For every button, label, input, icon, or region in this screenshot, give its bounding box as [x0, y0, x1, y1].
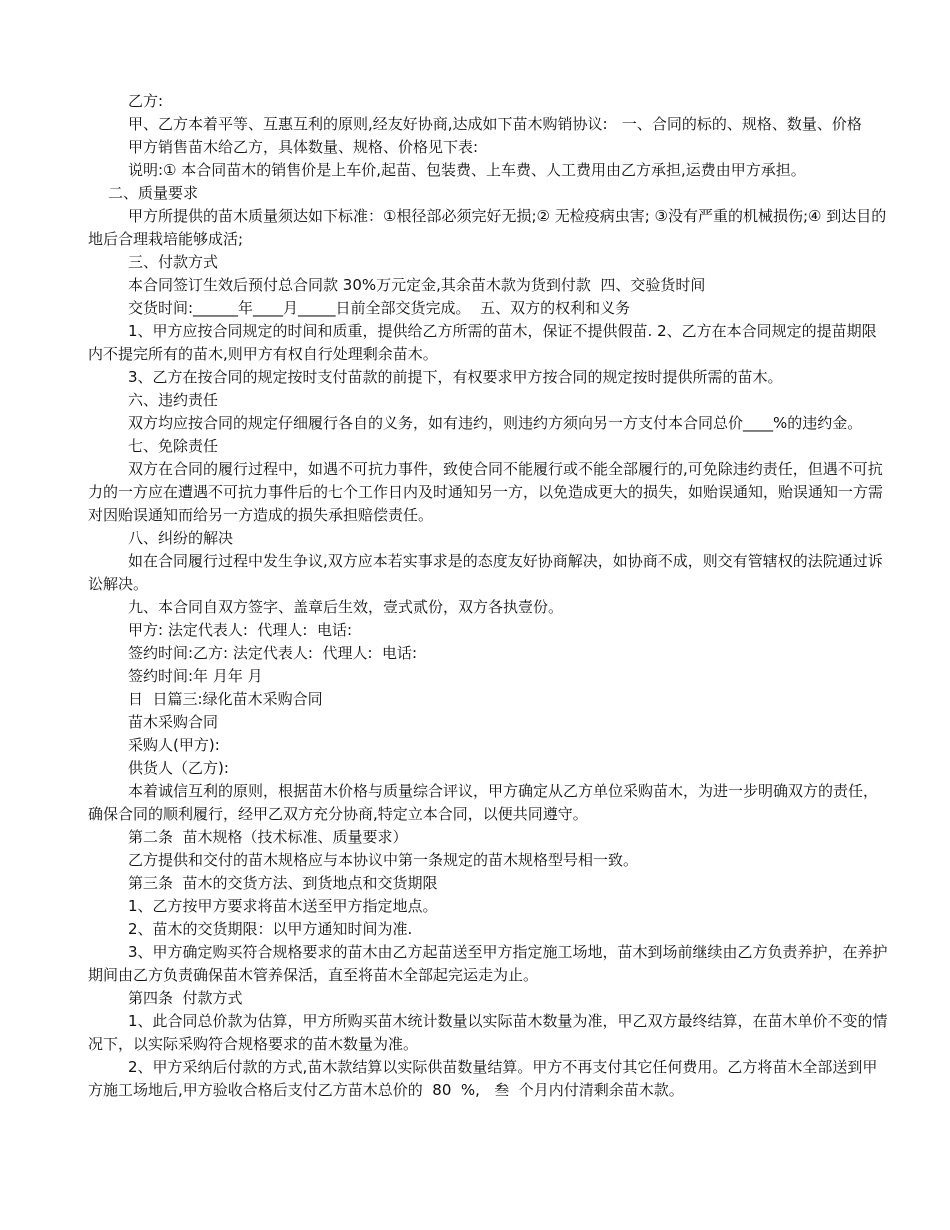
document-paragraph: 第四条 付款方式	[128, 989, 243, 1007]
document-paragraph: 七、免除责任	[128, 437, 219, 455]
document-paragraph: 第三条 苗木的交货方法、到货地点和交货期限	[128, 874, 438, 892]
document-paragraph: 供货人（乙方):	[128, 759, 229, 777]
document-paragraph: 甲方: 法定代表人: 代理人: 电话:	[128, 621, 353, 639]
document-paragraph: 六、违约责任	[128, 391, 219, 409]
document-paragraph: 交货时间:______年____月_____日前全部交货完成。 五、双方的权利和义务	[128, 299, 631, 317]
document-paragraph: 2、苗木的交货期限：以甲方通知时间为准.	[128, 920, 413, 938]
document-paragraph: 第二条 苗木规格（技术标准、质量要求）	[128, 828, 408, 846]
document-body	[88, 90, 888, 1102]
document-paragraph: 3、甲方确定购买符合规格要求的苗木由乙方起苗送至甲方指定施工场地，苗木到场前继续由乙方负责养护，在养护期间由乙方负责确保苗木管养保活，直至将苗木全部起完运走为止。	[88, 943, 888, 984]
document-paragraph: 如在合同履行过程中发生争议,双方应本若实事求是的态度友好协商解决，如协商不成，则交有管辖权的法院通过诉讼解决。	[88, 552, 883, 593]
document-paragraph: 1、此合同总价款为估算，甲方所购买苗木统计数量以实际苗木数量为准，甲乙双方最终结算，在苗木单价不变的情况下，以实际采购符合规格要求的苗木数量为准。	[88, 1012, 888, 1053]
document-paragraph: 甲、乙方本着平等、互惠互利的原则,经友好协商,达成如下苗木购销协议: 一、合同的标的、规格、数量、价格	[128, 115, 862, 133]
section-heading: 二、质量要求	[108, 184, 199, 202]
document-paragraph: 说明:① 本合同苗木的销售价是上车价,起苗、包装费、上车费、人工费用由乙方承担,运费由甲方承担。	[128, 161, 806, 179]
document-paragraph: 双方均应按合同的规定仔细履行各自的义务，如有违约，则违约方须向另一方支付本合同总价____%的违约金。	[128, 414, 863, 432]
document-paragraph: 乙方:	[128, 92, 164, 110]
document-paragraph: 乙方提供和交付的苗木规格应与本协议中第一条规定的苗木规格型号相一致。	[128, 851, 639, 869]
document-paragraph: 日 日篇三:绿化苗木采购合同	[128, 690, 323, 708]
document-paragraph: 本着诚信互利的原则，根据苗木价格与质量综合评议，甲方确定从乙方单位采购苗木，为进一步明确双方的责任，确保合同的顺利履行，经甲乙双方充分协商,特定立本合同，以便共同遵守。	[88, 782, 879, 823]
document-paragraph: 本合同签订生效后预付总合同款 30%万元定金,其余苗木款为货到付款 四、交验货时间	[128, 276, 706, 294]
document-paragraph: 1、甲方应按合同规定的时间和质重，提供给乙方所需的苗木，保证不提供假苗. 2、乙方在本合同规定的提苗期限内不提完所有的苗木,则甲方有权自行处理剩余苗木。	[88, 322, 877, 363]
document-paragraph: 九、本合同自双方签字、盖章后生效，壹式贰份，双方各执壹份。	[128, 598, 564, 616]
document-paragraph: 苗木采购合同	[128, 713, 219, 731]
document-paragraph: 甲方所提供的苗木质量须达如下标准：①根径部必须完好无损;② 无检疫病虫害; ③没有严重的机械损伤;④ 到达目的地后合理栽培能够成活;	[88, 207, 887, 248]
document-paragraph: 三、付款方式	[128, 253, 219, 271]
document-paragraph: 甲方销售苗木给乙方，具体数量、规格、价格见下表:	[128, 138, 479, 156]
document-paragraph: 1、乙方按甲方要求将苗木送至甲方指定地点。	[128, 897, 438, 915]
document-paragraph: 3、乙方在按合同的规定按时支付苗款的前提下，有权要求甲方按合同的规定按时提供所需的苗木。	[128, 368, 783, 386]
document-paragraph: 2、甲方采纳后付款的方式,苗木款结算以实际供苗数量结算。甲方不再支付其它任何费用。乙方将苗木全部送到甲方施工场地后,甲方验收合格后支付乙方苗木总价的 80 %, 叁 个月内付清剩余苗木款。	[88, 1058, 878, 1099]
document-paragraph: 采购人(甲方):	[128, 736, 220, 754]
document-paragraph: 双方在合同的履行过程中，如遇不可抗力事件，致使合同不能履行或不能全部履行的,可免除违约责任，但遇不可抗力的一方应在遭遇不可抗力事件后的七个工作日内及时通知另一方，以免造成更大的损失，如贻误通知，贻误通知一方需对因贻误通知而给另一方造成的损失承担赔偿责任。	[88, 460, 884, 524]
document-paragraph: 签约时间:年 月年 月	[128, 667, 263, 685]
document-paragraph: 签约时间:乙方: 法定代表人: 代理人: 电话:	[128, 644, 418, 662]
document-paragraph: 八、纠纷的解决	[128, 529, 234, 547]
